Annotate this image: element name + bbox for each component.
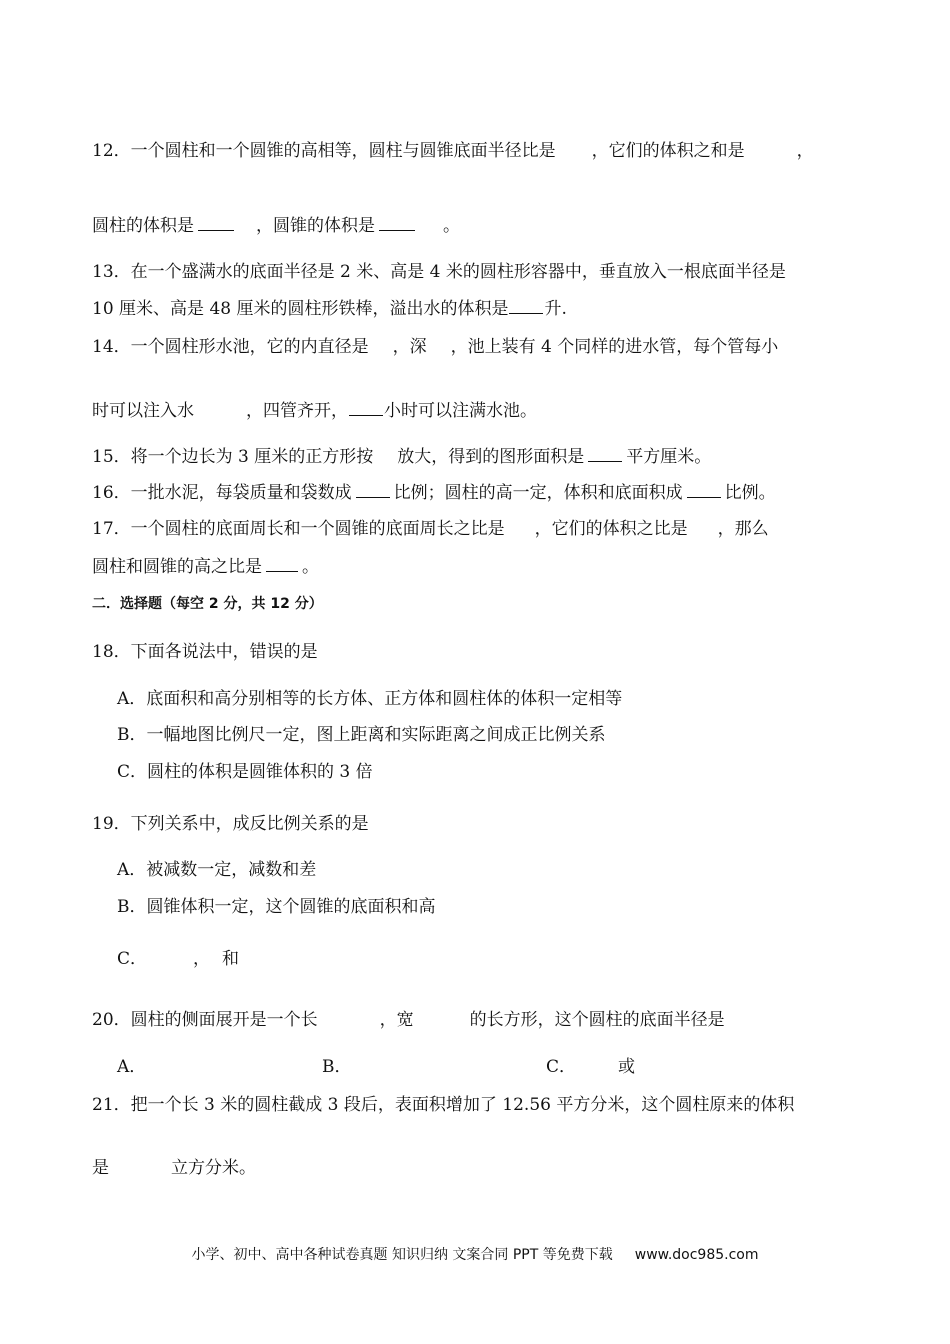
q18-option-a: A．底面积和高分别相等的长方体、正方体和圆柱体的体积一定相等 xyxy=(117,689,623,709)
q12-text-1: 12．一个圆柱和一个圆锥的高相等，圆柱与圆锥底面半径比是 xyxy=(92,141,556,161)
q18-option-c: C．圆柱的体积是圆锥体积的 3 倍 xyxy=(117,762,373,782)
q21-text-1: 是 xyxy=(92,1158,109,1178)
q16-text-2: 比例；圆柱的高一定，体积和底面积成 xyxy=(393,483,683,503)
q19-stem: 19．下列关系中，成反比例关系的是 xyxy=(92,814,369,834)
answer-blank xyxy=(356,483,390,498)
q16-line xyxy=(92,481,776,505)
q21-line1: 21．把一个长 3 米的圆柱截成 3 段后，表面积增加了 12.56 平方分米，这个圆柱原来的体积 xyxy=(92,1095,795,1115)
q14-text-5: ，四管齐开， xyxy=(246,401,348,421)
answer-blank xyxy=(349,401,383,416)
q14-text-4: 时可以注入水 xyxy=(92,401,194,421)
q13-line1: 13．在一个盛满水的底面半径是 2 米、高是 4 米的圆柱形容器中，垂直放入一根底面半径是 xyxy=(92,262,786,282)
q17-text-5: 。 xyxy=(302,557,319,577)
q17-text-3: ，那么 xyxy=(717,519,769,539)
q16-text-1: 16．一批水泥，每袋质量和袋数成 xyxy=(92,483,352,503)
q17-text-2: ，它们的体积之比是 xyxy=(534,519,688,539)
page-footer xyxy=(0,1244,950,1264)
q12-text-4: 圆柱的体积是 xyxy=(92,216,194,236)
q17-line1 xyxy=(92,517,769,541)
q15-line xyxy=(92,445,711,469)
q18-option-b: B．一幅地图比例尺一定，图上距离和实际距离之间成正比例关系 xyxy=(117,725,606,745)
q19-c-and: 和 xyxy=(222,949,240,969)
footer-url[interactable]: www.doc985.com xyxy=(634,1247,759,1263)
q20-option-c xyxy=(546,1055,635,1079)
q14-line2 xyxy=(92,399,537,423)
q18-stem: 18．下面各说法中，错误的是 xyxy=(92,642,318,662)
q13-text-1: 10 厘米、高是 48 厘米的圆柱形铁棒，溢出水的体积是 xyxy=(92,299,509,319)
q15-text-1: 15．将一个边长为 3 厘米的正方形按 xyxy=(92,447,374,467)
q12-text-6: 。 xyxy=(443,216,460,236)
q12-line2 xyxy=(92,214,460,238)
q12-text-3: ， xyxy=(796,141,814,161)
q20-c-or: 或 xyxy=(618,1057,636,1077)
q20-text-2: ，宽 xyxy=(379,1010,414,1030)
q12-text-5: ，圆锥的体积是 xyxy=(256,216,375,236)
q14-text-3: ，池上装有 4 个同样的进水管，每个管每小 xyxy=(450,337,779,357)
q13-line2 xyxy=(92,297,567,321)
q14-line1 xyxy=(92,335,778,359)
answer-blank xyxy=(687,483,721,498)
q20-stem xyxy=(92,1008,725,1032)
q14-text-1: 14．一个圆柱形水池，它的内直径是 xyxy=(92,337,369,357)
q20-text-1: 20．圆柱的侧面展开是一个长 xyxy=(92,1010,318,1030)
q21-line2 xyxy=(92,1156,256,1180)
q19-c-comma: ， xyxy=(193,949,211,969)
q19-c-label: C． xyxy=(117,949,148,969)
q20-option-a: A． xyxy=(117,1057,147,1077)
q12-line1 xyxy=(92,139,814,163)
q19-option-b: B．圆锥体积一定，这个圆锥的底面积和高 xyxy=(117,897,436,917)
q17-text-4: 圆柱和圆锥的高之比是 xyxy=(92,557,262,577)
footer-text: 小学、初中、高中各种试卷真题 知识归纳 文案合同 PPT 等免费下载 xyxy=(191,1247,613,1263)
q20-option-b: B． xyxy=(322,1057,352,1077)
q16-text-3: 比例。 xyxy=(724,483,776,503)
q17-text-1: 17．一个圆柱的底面周长和一个圆锥的底面周长之比是 xyxy=(92,519,505,539)
section-heading: 二．选择题（每空 2 分，共 12 分） xyxy=(92,596,323,612)
answer-blank xyxy=(509,299,543,314)
q14-text-6: 小时可以注满水池。 xyxy=(384,401,537,421)
q15-text-3: 平方厘米。 xyxy=(626,447,712,467)
q19-option-a: A．被减数一定，减数和差 xyxy=(117,860,317,880)
answer-blank xyxy=(379,216,415,231)
q20-text-3: 的长方形，这个圆柱的底面半径是 xyxy=(469,1010,725,1030)
q13-text-2: 升. xyxy=(544,299,567,319)
q12-text-2: ，它们的体积之和是 xyxy=(591,141,745,161)
answer-blank xyxy=(588,447,622,462)
answer-blank xyxy=(266,557,298,572)
q21-text-2: 立方分米。 xyxy=(171,1158,256,1178)
q20-c-label: C． xyxy=(546,1057,577,1077)
answer-blank xyxy=(198,216,234,231)
q17-line2 xyxy=(92,555,319,579)
q15-text-2: 放大，得到的图形面积是 xyxy=(397,447,585,467)
q19-option-c xyxy=(117,947,239,971)
q14-text-2: ，深 xyxy=(392,337,427,357)
